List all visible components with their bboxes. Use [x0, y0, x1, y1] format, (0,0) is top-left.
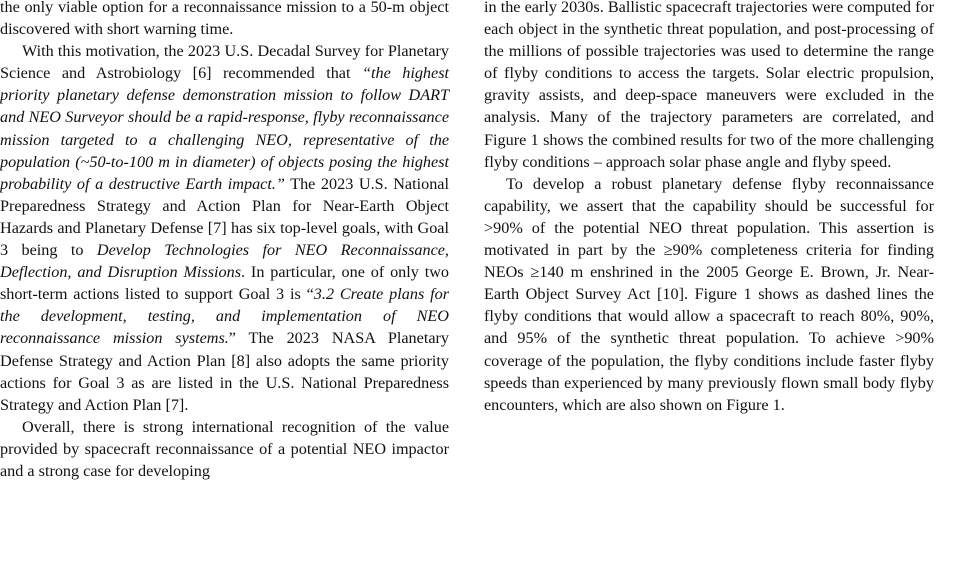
- goal3-title: Develop Technologies for NEO Reconnaissance, Deflection, and Disruption Missions: [0, 241, 449, 282]
- left-paragraph-3: Overall, there is strong international recognition of the value provided by spacecraft reconnaissance of a potential NEO impactor and a strong case for developing: [0, 417, 449, 480]
- left-paragraph-1: the only viable option for a reconnaissance mission to a 50-m object discovered with short warning time.: [0, 0, 449, 39]
- p2-end: ” The 2023 NASA Planetary Defense Strategy and Action Plan [8] also adopts the same priority actions for Goal 3 as are listed in the U.S. National Preparedness Strategy and Action Plan [7].: [0, 329, 449, 414]
- left-paragraph-2: [0, 40, 449, 416]
- action-quote: 3.2 Create plans for the development, testing, and implementation of NEO reconnaissance mission systems.: [0, 285, 449, 348]
- p2-mid1: The 2023 U.S. National Preparedness Strategy and Action Plan for Near-Earth Object Hazards and Planetary Defense [7] has six top-level goals, with Goal 3 being to: [0, 174, 449, 260]
- right-paragraph-1: in the early 2030s. Ballistic spacecraft trajectories were computed for each object in the synthetic threat population, and post-processing of the millions of possible trajectories was used to determine the range of flyby conditions to access the targets. Solar electric propulsion, gravity assists, and deep-space maneuvers were excluded in the analysis. Many of the trajectory parameters are correlated, and Figure 1 shows the combined results for two of the more challenging flyby conditions – approach solar phase angle and flyby speed.: [484, 0, 934, 171]
- left-column: [0, 0, 449, 482]
- right-paragraph-2: To develop a robust planetary defense flyby reconnaissance capability, we assert that the capability should be successful for >90% of the potential NEO threat population. This assertion is motivated in part by the ≥90% completeness criteria for finding NEOs ≥140 m enshrined in the 2005 George E. Brown, Jr. Near-Earth Object Survey Act [10]. Figure 1 shows as dashed lines the flyby conditions that would allow a spacecraft to reach 80%, 90%, and 95% of the synthetic threat population. To achieve >90% coverage of the population, the flyby conditions include faster flyby speeds than experienced by many previously flown small body flyby encounters, which are also shown on Figure 1.: [484, 174, 934, 414]
- p2-intro: With this motivation, the 2023 U.S. Decadal Survey for Planetary Science and Astrobiology [6] recommended that: [0, 42, 449, 83]
- decadal-quote: “the highest priority planetary defense demonstration mission to follow DART and NEO Surveyor should be a rapid-response, flyby reconnaissance mission targeted to a challenging NEO, representative of the population (~50-to-100 m in diameter) of objects posing the highest probability of a destructive Earth impact.”: [0, 64, 449, 193]
- p2-mid2: . In particular, one of only two short-term actions listed to support Goal 3 is “: [0, 263, 449, 304]
- right-column: [484, 0, 934, 416]
